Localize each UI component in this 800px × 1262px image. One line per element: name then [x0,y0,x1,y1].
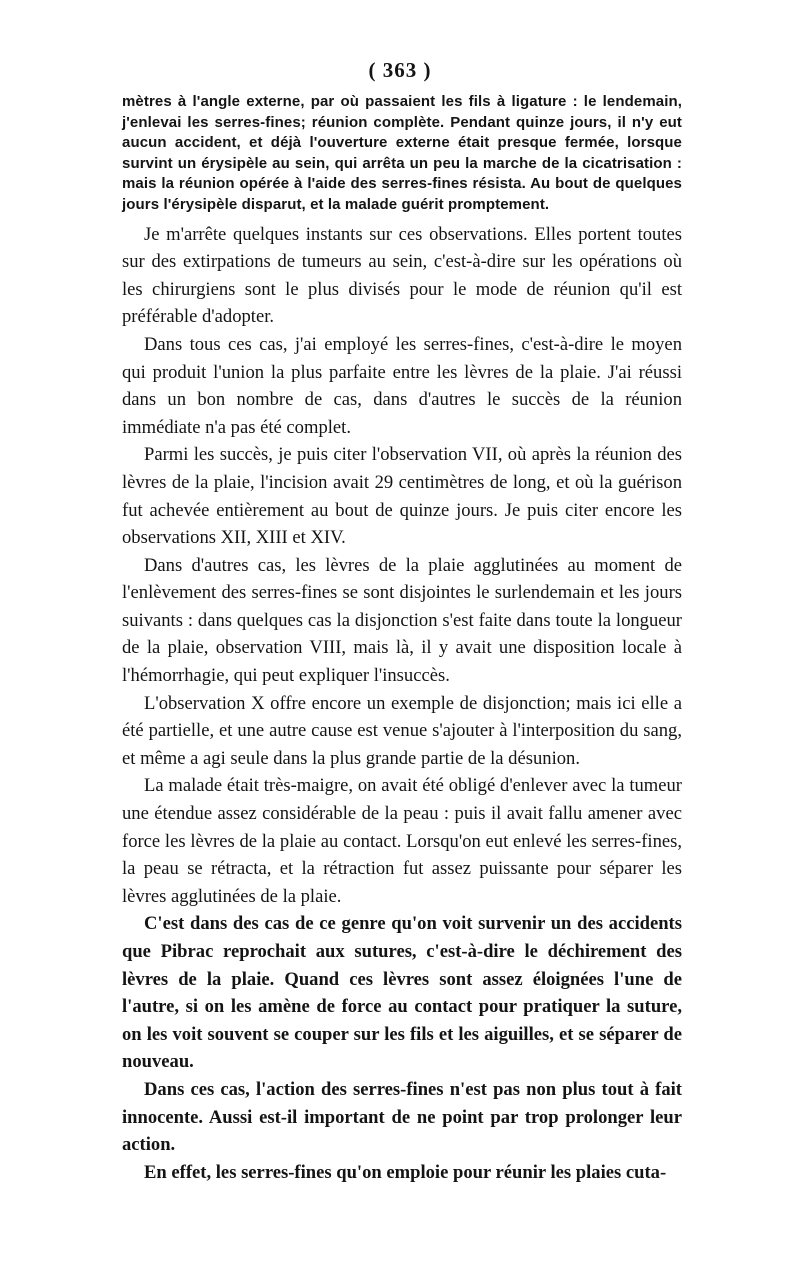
paragraph: Parmi les succès, je puis citer l'observation VII, où après la réunion des lèvres de la plaie, l'incision avait 29 centimètres de long, et où la guérison fut achevée entièrement au bout de quinze jours. Je puis citer encore les observations XII, XIII et XIV. [122,444,682,549]
paragraph: Je m'arrête quelques instants sur ces observations. Elles portent toutes sur des extirpations de tumeurs au sein, c'est-à-dire sur les opérations où les chirurgiens sont le plus divisés pour le mode de réunion qu'il est préférable d'adopter. [122,223,682,328]
page-number: ( 363 ) [368,58,432,82]
observation-text: mètres à l'angle externe, par où passaient les fils à ligature : le lendemain, j'enlevai les serres-fines; réunion complète. Pendant quinze jours, il n'y eut aucun accident, et déjà l'ouverture externe était presque fermée, lorsque survint un érysipèle au sein, qui arrêta un peu la marche de la cicatrisation : mais la réunion opérée à l'aide des serres-fines résista. Au bout de quelques jours l'érysipèle disparut, et la malade guérit promptement. [122,93,682,213]
text-column [122,92,682,1186]
paragraph: La malade était très-maigre, on avait été obligé d'enlever avec la tumeur une étendue assez considérable de la peau : puis il avait fallu amener avec force les lèvres de la plaie au contact. Lorsqu'on eut enlevé les serres-fines, la peau se rétracta, et la rétraction fut assez puissante pour séparer les lèvres agglutinées de la plaie. [122,775,682,907]
paragraph: C'est dans des cas de ce genre qu'on voit survenir un des accidents que Pibrac reprochait aux sutures, c'est-à-dire le déchirement des lèvres de la plaie. Quand ces lèvres sont assez éloignées l'une de l'autre, si on les amène de force au contact pour pratiquer la suture, on les voit souvent se couper sur les fils et les aiguilles, et se séparer de nouveau. [122,913,682,1073]
paragraph: Dans d'autres cas, les lèvres de la plaie agglutinées au moment de l'enlèvement des serres-fines se sont disjointes le surlendemain et les jours suivants : dans quelques cas la disjonction s'est faite dans toute la longueur de la plaie, observation VIII, mais là, il y avait une disposition locale à l'hémorrhagie, qui peut expliquer l'insuccès. [122,554,682,687]
paragraph: L'observation X offre encore un exemple de disjonction; mais ici elle a été partielle, et une autre cause est venue s'ajouter à l'interposition du sang, et même a agi seule dans la plus grande partie de la désunion. [122,692,682,769]
paragraph: En effet, les serres-fines qu'on emploie pour réunir les plaies cuta- [144,1161,667,1183]
paragraph: Dans tous ces cas, j'ai employé les serres-fines, c'est-à-dire le moyen qui produit l'union la plus parfaite entre les lèvres de la plaie. J'ai réussi dans un bon nombre de cas, dans d'autres le succès de la réunion immédiate n'a pas été complet. [122,333,682,438]
paragraph: Dans ces cas, l'action des serres-fines n'est pas non plus tout à fait innocente. Aussi est-il important de ne point par trop prolonger leur action. [122,1078,682,1156]
